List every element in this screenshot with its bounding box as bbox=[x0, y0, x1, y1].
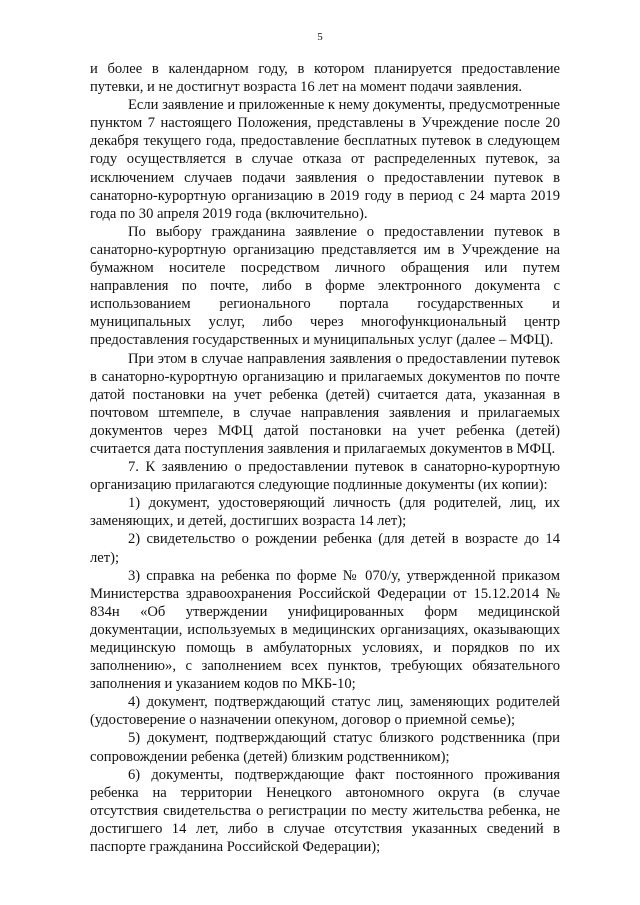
list-item-2: 2) свидетельство о рождении ребенка (для детей в возрасте до 14 лет); bbox=[90, 531, 560, 566]
list-item-3: 3) справка на ребенка по форме № 070/у, утвержденной приказом Министерства здравоохранения Российской Федерации от 15.12.2014 № 834н «Об утверждении унифицированных форм медицинской документации, используемых в медицинских организациях, оказывающих медицинскую помощь в амбулаторных условиях, и порядков по их заполнению», с заполнением всех пунктов, требующих обязательного заполнения и указанием кодов по МКБ-10; bbox=[90, 567, 560, 693]
paragraph-continuation: и более в календарном году, в котором планируется предоставление путевки, и не достигнут возраста 16 лет на момент подачи заявления. bbox=[90, 61, 560, 96]
list-item-6: 6) документы, подтверждающие факт постоянного проживания ребенка на территории Ненецкого автономного округа (в случае отсутствия свидетельства о регистрации по месту жительства ребенка, не достигшего 14 лет, либо в случае отсутствия указанных сведений в паспорте гражданина Российской Федерации); bbox=[90, 766, 560, 856]
page-number: 5 bbox=[317, 31, 323, 43]
list-item-5: 5) документ, подтверждающий статус близкого родственника (при сопровождении ребенка (детей) близким родственником); bbox=[90, 730, 560, 765]
list-item-1: 1) документ, удостоверяющий личность (для родителей, лиц, их заменяющих, и детей, достигших возраста 14 лет); bbox=[90, 495, 560, 530]
document-body bbox=[90, 60, 560, 856]
paragraph-item-7: 7. К заявлению о предоставлении путевок в санаторно-курортную организацию прилагаются следующие подлинные документы (их копии): bbox=[90, 459, 560, 494]
paragraph-registration-date: При этом в случае направления заявления о предоставлении путевок в санаторно-курортную организацию и прилагаемых документов по почте датой постановки на учет ребенка (детей) считается дата, указанная в почтовом штемпеле, в случае направления заявления и прилагаемых документов через МФЦ датой постановки на учет ребенка (детей) считается дата поступления заявления и прилагаемых документов в МФЦ. bbox=[90, 350, 560, 457]
paragraph-late-application: Если заявление и приложенные к нему документы, предусмотренные пунктом 7 настоящего Положения, представлены в Учреждение после 20 декабря текущего года, предоставление бесплатных путевок в следующем году осуществляется в случае отказа от распределенных путевок, за исключением случаев подачи заявления о предоставлении путевок в санаторно-курортную организацию в 2019 году в период с 24 марта 2019 года по 30 апреля 2019 года (включительно). bbox=[90, 97, 560, 222]
list-item-4: 4) документ, подтверждающий статус лиц, заменяющих родителей (удостоверение о назначении опекуном, договор о приемной семье); bbox=[90, 694, 560, 729]
paragraph-submission-methods: По выбору гражданина заявление о предоставлении путевок в санаторно-курортную организацию представляется им в Учреждение на бумажном носителе посредством личного обращения или путем направления по почте, либо в форме электронного документа с использованием регионального портала государственных и муниципальных услуг, либо через многофункциональный центр предоставления государственных и муниципальных услуг (далее – МФЦ). bbox=[90, 223, 560, 349]
